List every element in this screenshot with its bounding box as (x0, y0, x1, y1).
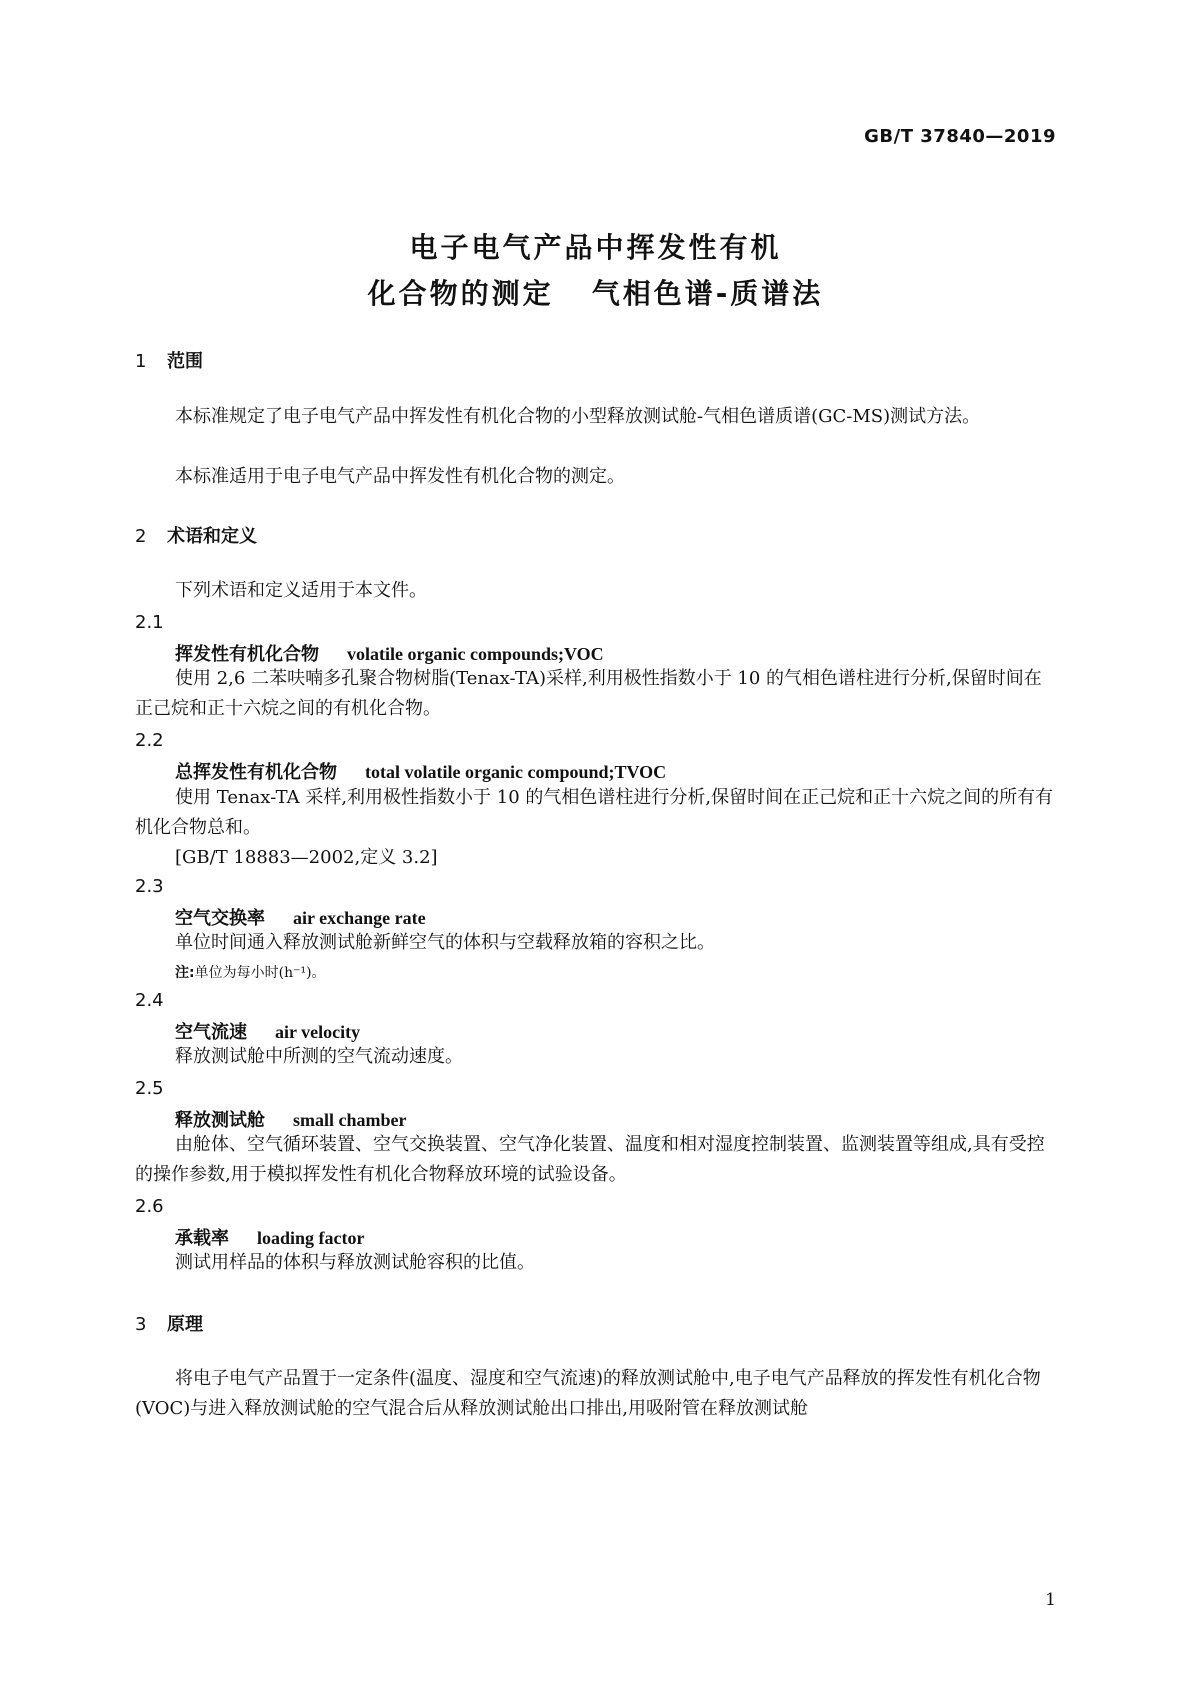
term-definition: 由舱体、空气循环装置、空气交换装置、空气净化装置、温度和相对湿度控制装置、监测装置等组成,具有受控的操作参数,用于模拟挥发性有机化合物释放环境的试验设备。 (135, 1134, 1045, 1185)
term-entry (175, 904, 426, 930)
section-3-heading (135, 1310, 203, 1336)
term-entry (175, 758, 666, 784)
title-line-2a: 化合物的测定 (367, 277, 554, 310)
note-text: 单位为每小时(h⁻¹)。 (194, 965, 326, 981)
term-en: air velocity (275, 1022, 361, 1042)
term-en: air exchange rate (293, 908, 426, 928)
section-2-heading (135, 522, 257, 548)
section-title: 术语和定义 (167, 526, 257, 547)
note-label: 注: (175, 965, 195, 981)
title-line-1: 电子电气产品中挥发性有机 (409, 231, 782, 264)
clause-number: 2.1 (135, 612, 164, 633)
clause-number: 2.5 (135, 1078, 164, 1099)
term-definition: 使用 Tenax-TA 采样,利用极性指数小于 10 的气相色谱柱进行分析,保留时间在正己烷和正十六烷之间的所有有机化合物总和。 (135, 787, 1054, 838)
standard-number: GB/T 37840—2019 (864, 126, 1056, 147)
clause-number: 2.4 (135, 990, 164, 1011)
clause-number: 2.2 (135, 730, 164, 751)
term-zh: 空气流速 (175, 1022, 247, 1043)
term-en: total volatile organic compound;TVOC (365, 762, 667, 782)
term-zh: 空气交换率 (175, 908, 265, 929)
term-en: loading factor (257, 1228, 365, 1248)
term-entry (175, 1106, 406, 1132)
term-zh: 释放测试舱 (175, 1110, 265, 1131)
principle-paragraph: 将电子电气产品置于一定条件(温度、湿度和空气流速)的释放测试舱中,电子电气产品释放的挥发性有机化合物(VOC)与进入释放测试舱的空气混合后从释放测试舱出口排出,用吸附管在释放测试舱 (135, 1368, 1041, 1419)
section-number: 2 (135, 526, 147, 547)
term-zh: 承载率 (175, 1228, 229, 1249)
term-definition: 测试用样品的体积与释放测试舱容积的比值。 (175, 1252, 535, 1273)
section-1-heading (135, 347, 203, 373)
term-zh: 总挥发性有机化合物 (175, 762, 337, 783)
clause-number: 2.3 (135, 876, 164, 897)
section-number: 1 (135, 351, 147, 372)
term-entry (175, 640, 604, 666)
page-number: 1 (1045, 1590, 1056, 1610)
term-zh: 挥发性有机化合物 (175, 644, 319, 665)
section-number: 3 (135, 1314, 147, 1335)
term-definition: 使用 2,6 二苯呋喃多孔聚合物树脂(Tenax-TA)采样,利用极性指数小于 10 的气相色谱柱进行分析,保留时间在正己烷和正十六烷之间的有机化合物。 (135, 668, 1042, 719)
scope-paragraph-1: 本标准规定了电子电气产品中挥发性有机化合物的小型释放测试舱-气相色谱质谱(GC-MS)测试方法。 (175, 406, 981, 427)
section-title: 原理 (167, 1314, 203, 1335)
term-entry (175, 1224, 365, 1250)
section-title: 范围 (167, 351, 203, 372)
title-line-2b: 气相色谱-质谱法 (591, 277, 824, 310)
term-en: volatile organic compounds;VOC (347, 644, 604, 664)
term-entry (175, 1018, 360, 1044)
terms-intro: 下列术语和定义适用于本文件。 (175, 580, 427, 601)
term-note (175, 962, 326, 982)
term-source: [GB/T 18883—2002,定义 3.2] (175, 847, 438, 868)
clause-number: 2.6 (135, 1196, 164, 1217)
scope-paragraph-2: 本标准适用于电子电气产品中挥发性有机化合物的测定。 (175, 466, 625, 487)
term-definition: 单位时间通入释放测试舱新鲜空气的体积与空载释放箱的容积之比。 (175, 932, 715, 953)
term-definition: 释放测试舱中所测的空气流动速度。 (175, 1046, 463, 1067)
term-en: small chamber (293, 1110, 407, 1130)
title-line-2 (0, 272, 1191, 312)
